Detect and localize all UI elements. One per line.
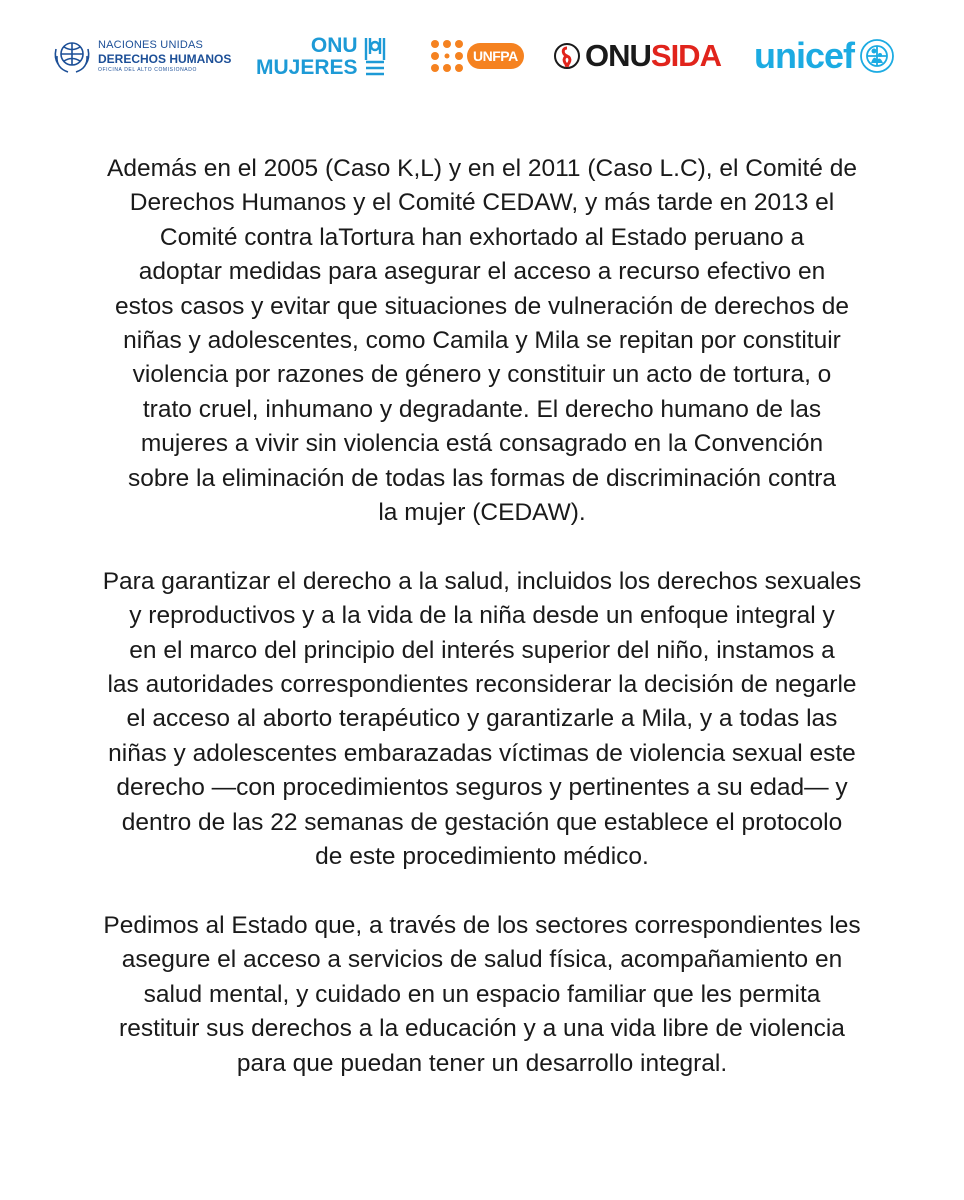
partner-logos-bar (0, 0, 964, 110)
onusida-logo (553, 28, 728, 84)
onu-mujeres-logo (256, 28, 406, 84)
ohchr-line2: DERECHOS HUMANOS (98, 51, 232, 66)
paragraph-1: Además en el 2005 (Caso K,L) y en el 2011 (Caso L.C), el Comité de Derechos Humanos y el Comité CEDAW, y más tarde en 2013 el Comité contra laTortura han exhortado al Estado peruano a adoptar medidas para asegurar el acceso a recurso efectivo en estos casos y evitar que situaciones de vulneración de derechos de niñas y adolescentes, como Camila y Mila se repitan por constituir violencia por razones de género y constituir un acto de tortura, o trato cruel, inhumano y degradante. El derecho humano de las mujeres a vivir sin violencia está consagrado en la Convención sobre la eliminación de todas las formas de discriminación contra la mujer (CEDAW). (107, 155, 857, 527)
unicef-label: unicef (754, 35, 855, 76)
statement-body (50, 152, 914, 1115)
unicef-emblem-icon (857, 36, 897, 76)
onusida-part2: SIDA (650, 38, 721, 73)
unicef-logo (754, 28, 914, 84)
unfpa-dots-icon (430, 39, 464, 73)
ohchr-line1: NACIONES UNIDAS (98, 38, 204, 51)
ohchr-logo (52, 28, 232, 84)
onu-mujeres-line2: MUJERES (256, 55, 358, 79)
paragraph-2: Para garantizar el derecho a la salud, incluidos los derechos sexuales y reproductivos y a la vida de la niña desde un enfoque integral y en el marco del principio del interés superior del niño, instamos a las autoridades correspondientes reconsiderar la decisión de negarle el acceso al aborto terapéutico y garantizarle a Mila, y a todas las niñas y adolescentes embarazadas víctimas de violencia sexual este derecho —con procedimientos seguros y pertinentes a su edad— y dentro de las 22 semanas de gestación que establece el protocolo de este procedimiento médico. (102, 567, 862, 871)
un-emblem-icon (362, 34, 388, 78)
unfpa-label: UNFPA (467, 43, 524, 69)
paragraph-3: Pedimos al Estado que, a través de los sectores correspondientes les asegure el acceso a servicios de salud física, acompañamiento en salud mental, y cuidado en un espacio familiar que les permita restituir sus derechos a la educación y a una vida libre de violencia para que puedan tener un desarrollo integral. (103, 911, 861, 1077)
onu-mujeres-line1: ONU (310, 33, 358, 57)
onusida-part1: ONU (585, 38, 651, 73)
red-ribbon-emblem-icon (553, 42, 581, 70)
un-emblem-icon (52, 34, 92, 78)
unfpa-logo (430, 28, 526, 84)
ohchr-line3: OFICINA DEL ALTO COMISIONADO (98, 66, 197, 73)
